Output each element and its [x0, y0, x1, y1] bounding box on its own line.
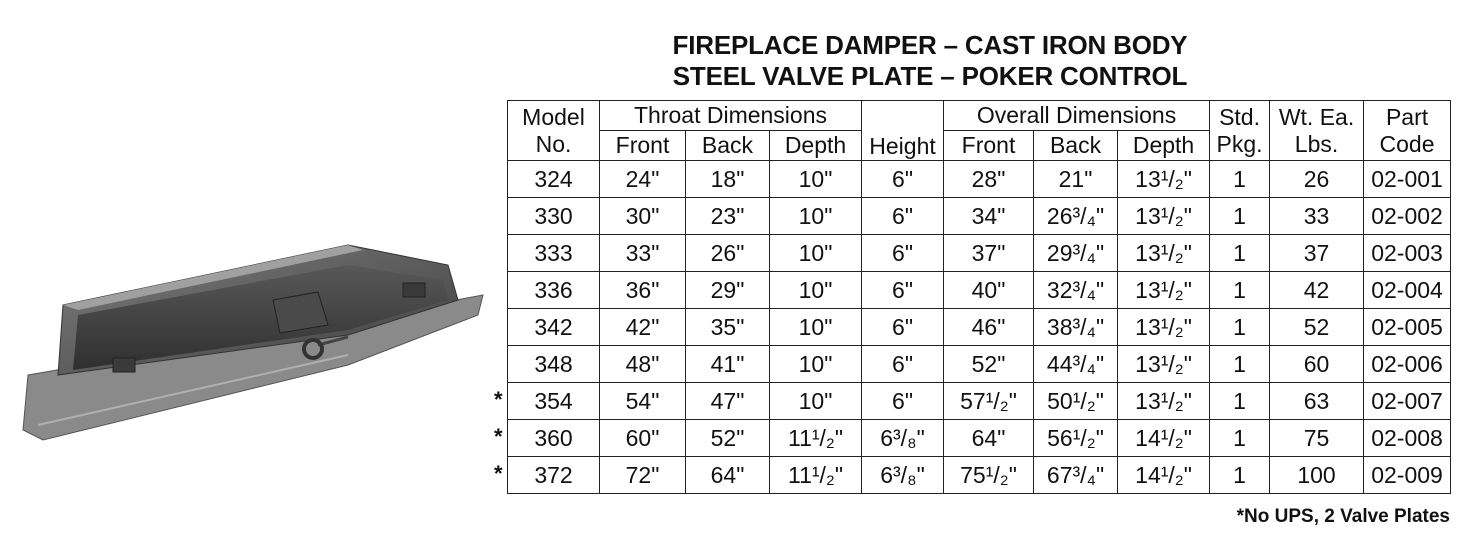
model-number: 330 — [534, 203, 573, 229]
cell-weight: 42 — [1270, 272, 1364, 309]
cell-throat-depth: 10" — [770, 161, 862, 198]
cell-weight: 60 — [1270, 346, 1364, 383]
cell-std-pkg: 1 — [1210, 272, 1270, 309]
cell-overall-back: 32³/₄" — [1034, 272, 1118, 309]
table-row — [508, 198, 1451, 235]
cell-weight: 100 — [1270, 457, 1364, 494]
cell-model — [508, 161, 600, 198]
table-row — [508, 420, 1451, 457]
cell-overall-back: 29³/₄" — [1034, 235, 1118, 272]
cell-part-code: 02-008 — [1364, 420, 1451, 457]
cell-overall-back: 26³/₄" — [1034, 198, 1118, 235]
cell-throat-front: 33" — [600, 235, 686, 272]
cell-weight: 52 — [1270, 309, 1364, 346]
cell-throat-back: 52" — [686, 420, 770, 457]
header-throat-depth: Depth — [770, 131, 862, 161]
cell-part-code: 02-004 — [1364, 272, 1451, 309]
header-overall-back: Back — [1034, 131, 1118, 161]
cell-height: 6" — [862, 272, 944, 309]
cell-throat-front: 24" — [600, 161, 686, 198]
cell-overall-front: 64" — [944, 420, 1034, 457]
cell-height: 6" — [862, 161, 944, 198]
cell-throat-front: 60" — [600, 420, 686, 457]
cell-model — [494, 383, 600, 420]
model-number: 354 — [534, 388, 573, 414]
cell-overall-depth: 13¹/₂" — [1118, 235, 1210, 272]
cell-std-pkg: 1 — [1210, 161, 1270, 198]
cell-std-pkg: 1 — [1210, 457, 1270, 494]
cell-throat-depth: 11¹/₂" — [770, 420, 862, 457]
cell-part-code: 02-003 — [1364, 235, 1451, 272]
table-row — [508, 383, 1451, 420]
footnote-marker: * — [494, 424, 503, 449]
table-row — [508, 457, 1451, 494]
cell-overall-depth: 13¹/₂" — [1118, 198, 1210, 235]
cell-overall-front: 57¹/₂" — [944, 383, 1034, 420]
cell-model — [508, 272, 600, 309]
header-std-pkg: Std. Pkg. — [1210, 101, 1270, 161]
title-line-2: STEEL VALVE PLATE – POKER CONTROL — [672, 61, 1188, 91]
table-row — [508, 346, 1451, 383]
cell-overall-front: 46" — [944, 309, 1034, 346]
cell-throat-back: 35" — [686, 309, 770, 346]
cell-weight: 26 — [1270, 161, 1364, 198]
cell-part-code: 02-001 — [1364, 161, 1451, 198]
cell-part-code: 02-002 — [1364, 198, 1451, 235]
header-height: Height — [862, 101, 944, 161]
cell-overall-front: 34" — [944, 198, 1034, 235]
cell-std-pkg: 1 — [1210, 235, 1270, 272]
cell-weight: 37 — [1270, 235, 1364, 272]
model-number: 324 — [534, 166, 573, 192]
cell-overall-back: 67³/₄" — [1034, 457, 1118, 494]
cell-model — [494, 420, 600, 457]
cell-throat-depth: 10" — [770, 309, 862, 346]
table-row — [508, 309, 1451, 346]
model-number: 372 — [534, 462, 573, 488]
cell-overall-depth: 14¹/₂" — [1118, 420, 1210, 457]
cell-std-pkg: 1 — [1210, 309, 1270, 346]
header-part-code: Part Code — [1364, 101, 1451, 161]
cell-weight: 63 — [1270, 383, 1364, 420]
header-throat-back: Back — [686, 131, 770, 161]
cell-height: 6" — [862, 383, 944, 420]
cell-model — [508, 198, 600, 235]
cell-overall-depth: 13¹/₂" — [1118, 272, 1210, 309]
cell-std-pkg: 1 — [1210, 383, 1270, 420]
header-overall-front: Front — [944, 131, 1034, 161]
cell-throat-back: 26" — [686, 235, 770, 272]
cell-part-code: 02-009 — [1364, 457, 1451, 494]
cell-model — [508, 346, 600, 383]
cell-throat-depth: 10" — [770, 383, 862, 420]
cell-model — [508, 235, 600, 272]
cell-overall-depth: 13¹/₂" — [1118, 161, 1210, 198]
table-title — [560, 30, 1300, 92]
cell-throat-back: 64" — [686, 457, 770, 494]
cell-throat-front: 72" — [600, 457, 686, 494]
cell-std-pkg: 1 — [1210, 420, 1270, 457]
cell-part-code: 02-007 — [1364, 383, 1451, 420]
header-overall-dimensions: Overall Dimensions — [944, 101, 1210, 131]
cell-overall-back: 44³/₄" — [1034, 346, 1118, 383]
cell-throat-back: 47" — [686, 383, 770, 420]
header-weight: Wt. Ea. Lbs. — [1270, 101, 1364, 161]
model-number: 342 — [534, 314, 573, 340]
cell-overall-front: 37" — [944, 235, 1034, 272]
cell-std-pkg: 1 — [1210, 346, 1270, 383]
cell-height: 6" — [862, 346, 944, 383]
cell-overall-depth: 13¹/₂" — [1118, 383, 1210, 420]
cell-throat-front: 36" — [600, 272, 686, 309]
cell-overall-back: 21" — [1034, 161, 1118, 198]
cell-height: 6" — [862, 309, 944, 346]
cell-model — [494, 457, 600, 494]
cell-overall-depth: 13¹/₂" — [1118, 309, 1210, 346]
cell-throat-depth: 10" — [770, 235, 862, 272]
cell-part-code: 02-006 — [1364, 346, 1451, 383]
cell-height: 6³/₈" — [862, 420, 944, 457]
cell-overall-front: 28" — [944, 161, 1034, 198]
model-number: 333 — [534, 240, 573, 266]
table-row — [508, 235, 1451, 272]
cell-throat-front: 54" — [600, 383, 686, 420]
cell-overall-back: 50¹/₂" — [1034, 383, 1118, 420]
cell-throat-back: 41" — [686, 346, 770, 383]
cell-part-code: 02-005 — [1364, 309, 1451, 346]
cell-weight: 33 — [1270, 198, 1364, 235]
cell-overall-front: 75¹/₂" — [944, 457, 1034, 494]
cell-overall-front: 40" — [944, 272, 1034, 309]
cell-throat-back: 18" — [686, 161, 770, 198]
cell-throat-depth: 10" — [770, 346, 862, 383]
cell-throat-depth: 11¹/₂" — [770, 457, 862, 494]
cell-overall-back: 56¹/₂" — [1034, 420, 1118, 457]
cell-height: 6" — [862, 235, 944, 272]
cell-std-pkg: 1 — [1210, 198, 1270, 235]
cell-throat-front: 30" — [600, 198, 686, 235]
header-overall-depth: Depth — [1118, 131, 1210, 161]
footnote-marker: * — [494, 461, 503, 486]
cell-throat-front: 42" — [600, 309, 686, 346]
model-number: 348 — [534, 351, 573, 377]
cell-throat-back: 29" — [686, 272, 770, 309]
model-number: 336 — [534, 277, 573, 303]
footnote: *No UPS, 2 Valve Plates — [1236, 506, 1450, 527]
header-model: Model No. — [508, 101, 600, 161]
cell-throat-back: 23" — [686, 198, 770, 235]
model-number: 360 — [534, 425, 573, 451]
cell-height: 6" — [862, 198, 944, 235]
cell-height: 6³/₈" — [862, 457, 944, 494]
cell-overall-depth: 14¹/₂" — [1118, 457, 1210, 494]
cell-weight: 75 — [1270, 420, 1364, 457]
cell-overall-back: 38³/₄" — [1034, 309, 1118, 346]
damper-spec-table — [494, 100, 1451, 494]
fireplace-damper-image — [18, 225, 488, 455]
table-row — [508, 161, 1451, 198]
cell-model — [508, 309, 600, 346]
cell-throat-depth: 10" — [770, 272, 862, 309]
table-row — [508, 272, 1451, 309]
title-line-1: FIREPLACE DAMPER – CAST IRON BODY — [672, 30, 1188, 60]
header-throat-dimensions: Throat Dimensions — [600, 101, 862, 131]
cell-overall-depth: 13¹/₂" — [1118, 346, 1210, 383]
footnote-marker: * — [494, 387, 503, 412]
cell-overall-front: 52" — [944, 346, 1034, 383]
header-throat-front: Front — [600, 131, 686, 161]
cell-throat-depth: 10" — [770, 198, 862, 235]
cell-throat-front: 48" — [600, 346, 686, 383]
